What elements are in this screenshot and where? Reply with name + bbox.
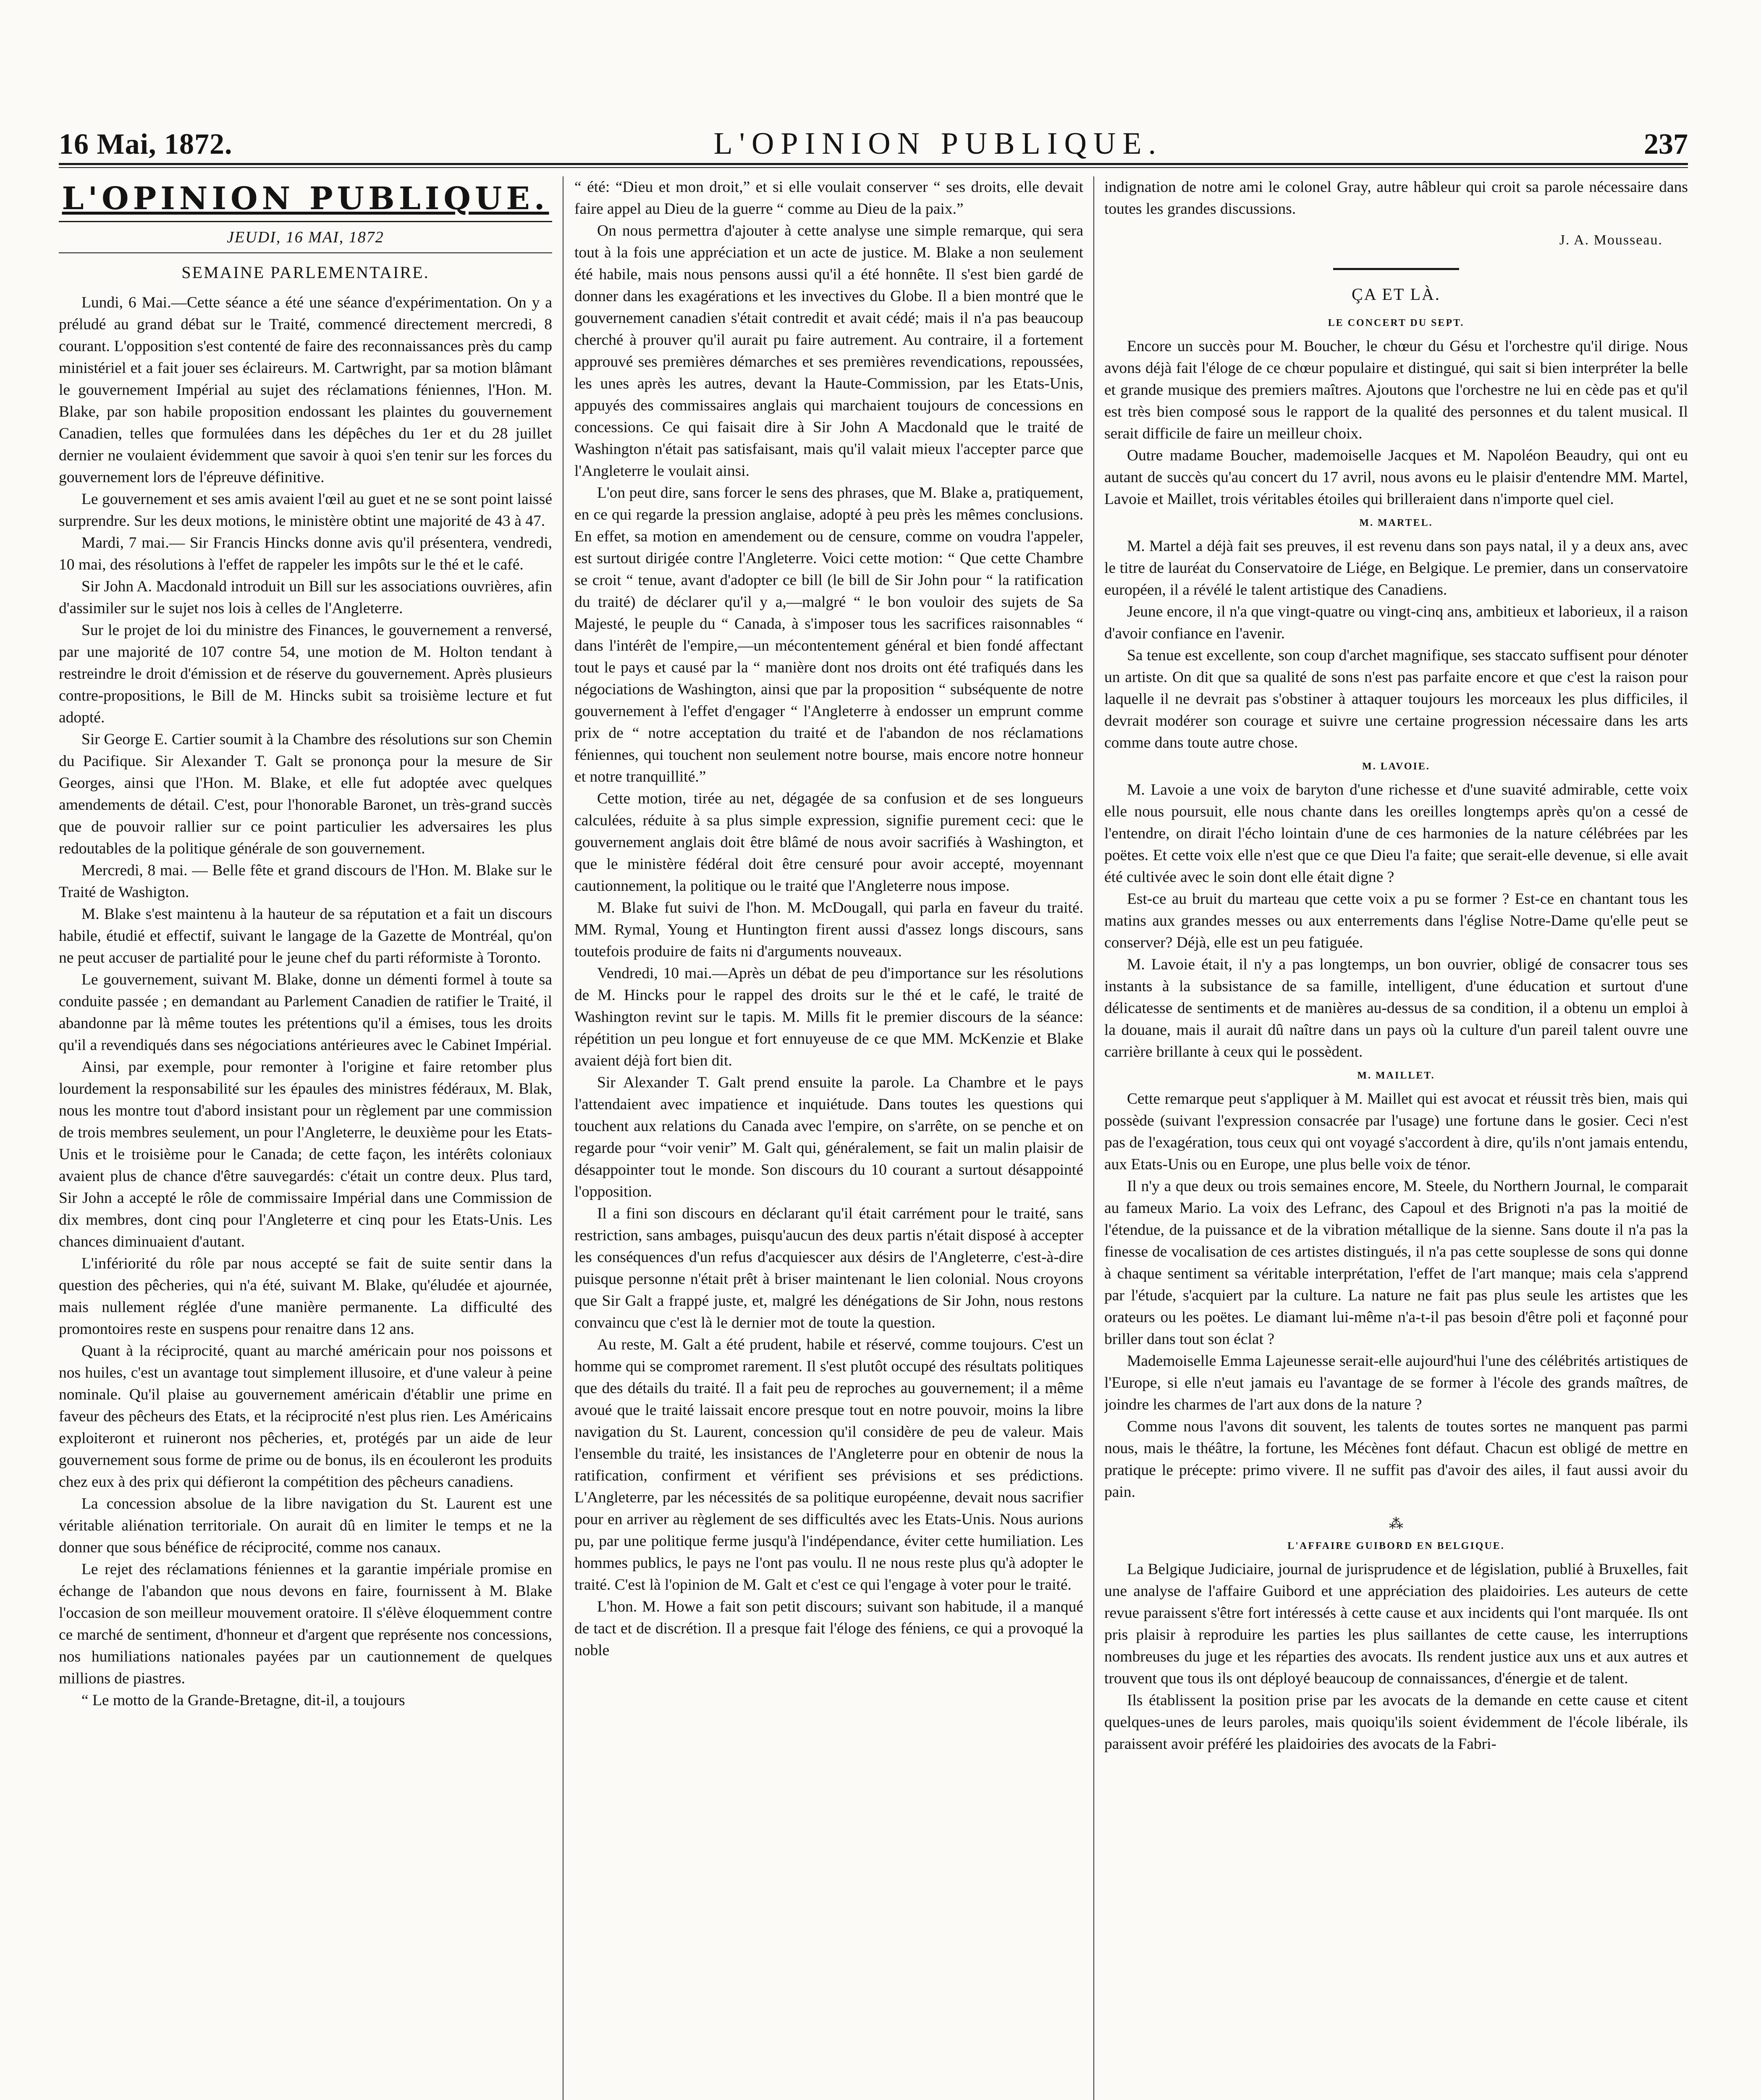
paragraph: Jeune encore, il n'a que vingt-quatre ou vingt-cinq ans, ambitieux et laborieux, il a raison d'avoir confiance en l'avenir. — [1104, 603, 1688, 642]
paragraph: Est-ce au bruit du marteau que cette voix a pu se former ? Est-ce en chantant tous les matins aux grandes messes ou aux enterrements dans l'église Notre-Dame qu'elle peut se conserver? Déjà, elle est un peu fatiguée. — [1104, 890, 1688, 951]
subheading-maillet: M. MAILLET. — [1357, 1070, 1435, 1081]
column-2 — [574, 176, 1083, 2100]
issue-date-header: 16 Mai, 1872. — [59, 128, 233, 160]
subheading-concert: LE CONCERT DU SEPT. — [1328, 318, 1465, 328]
paragraph: Lundi, 6 Mai.—Cette séance a été une séance d'expérimentation. On y a préludé au grand débat sur le Traité, commencé directement mercredi, 8 courant. L'opposition s'est contenté de faire des reconnaissances près du camp ministériel et a fait jouer ses éclaireurs. M. Cartwright, par sa motion blâmant le gouvernement Impérial au sujet des réclamations féniennes, l'Hon. M. Blake, par son habile proposition endossant les plaintes du gouvernement Canadien, telles que formulées dans les dépêches du 1er et du 28 juillet dernier ne voulaient évidemment que savoir à quoi s'en tenir sur les forces du gouvernement lors de l'épreuve définitive. — [59, 294, 552, 486]
paragraph: M. Blake fut suivi de l'hon. M. McDougall, qui parla en faveur du traité. MM. Rymal, Young et Huntington firent aussi d'assez longs discours, sans toutefois produire de faits ni d'arguments nouveaux. — [574, 899, 1083, 960]
paragraph: Mademoiselle Emma Lajeunesse serait-elle aujourd'hui l'une des célébrités artistiques de l'Europe, si elle n'eut jamais eu l'avantage de se former à l'école des grands maîtres, de joindre les charmes de l'art aux dons de la nature ? — [1104, 1352, 1688, 1413]
issue-date: JEUDI, 16 MAI, 1872 — [227, 228, 384, 246]
paragraph: La Belgique Judiciaire, journal de jurisprudence et de législation, publié à Bruxelles, fait une analyse de l'affaire Guibord et une appréciation des plaidoiries. Les auteurs de cette revue paraissent s'être fort intéressés à cette cause et aux incidents qui l'ont marquée. Ils ont pris plaisir à reproduire les parties les plus saillantes de cette cause, les interruptions nombreuses du juge et les réparties des avocats. Ils rendent justice aux uns et aux autres et trouvent que tous ils ont déployé beaucoup de connaissances, d'énergie et de talent. — [1104, 1561, 1688, 1687]
paragraph: L'on peut dire, sans forcer le sens des phrases, que M. Blake a, pratiquement, en ce qui regarde la pression anglaise, adopté à peu près les mêmes conclusions. En effet, sa motion en amendement ou de censure, comme on voudra l'appeler, est surtout dirigée contre l'Angleterre. Voici cette motion: “ Que cette Chambre se croit “ tenue, avant d'adopter ce bill (le bill de Sir John pour “ la ratification du traité) de déclarer qu'il y a,—malgré “ le bon vouloir des sujets de Sa Majesté, le peuple du “ Canada, à s'imposer tous les sacrifices raisonnables “ dans l'intérêt de l'empire,—un mécontentement général et bien fondé affectant tout le pays et causé par la “ manière dont nos droits ont été trafiqués dans les négociations de Washington, ainsi que par la proposition “ subséquente de notre gouvernement à l'effet d'engager “ l'Angleterre à endosser un emprunt comme prix de “ notre acceptation du traité et de l'abandon de nos réclamations féniennes, qui touchent non seulement notre bourse, mais encore notre honneur et notre tranquillité.” — [574, 484, 1083, 785]
section-title-parliament: SEMAINE PARLEMENTAIRE. — [181, 263, 430, 282]
nameplate-rule — [59, 221, 552, 222]
paragraph: Quant à la réciprocité, quant au marché américain pour nos poissons et nos huiles, c'est un avantage tout simplement illusoire, et d'une valeur à peine nominale. Qu'il plaise au gouvernement américain d'établir une prime en faveur des pêcheurs des Etats, et la réciprocité n'est plus rien. Les Américains exploiteront et ruineront nos pêcheries, et, protégés par un aide de leur gouvernement sous forme de prime ou de bonus, ils en écouleront les produits chez eux à des prix qui défieront la compétition des pêcheurs canadiens. — [59, 1342, 552, 1491]
date-rule — [59, 252, 552, 253]
paragraph: Le gouvernement, suivant M. Blake, donne un démenti formel à toute sa conduite passée ; en demandant au Parlement Canadien de ratifier le Traité, il abandonne par là même toutes les prétentions qu'il a émises, tous les droits qu'il a revendiqués dans ses négociations antérieures avec le Cabinet Impérial. — [59, 971, 552, 1054]
paragraph: Outre madame Boucher, mademoiselle Jacques et M. Napoléon Beaudry, qui ont eu autant de succès qu'au concert du 17 avril, nous avons eu le plaisir d'entendre MM. Martel, Lavoie et Maillet, trois véritables étoiles qui brilleraient dans n'importe quel ciel. — [1104, 447, 1688, 508]
paragraph: “ Le motto de la Grande-Bretagne, dit-il, a toujours — [81, 1692, 405, 1709]
paragraph: Cette remarque peut s'appliquer à M. Maillet qui est avocat et réussit très bien, mais qui possède (suivant l'expression consacrée par l'usage) une fortune dans le gosier. Ceci n'est pas de l'exagération, tous ceux qui ont voyagé s'accordent à dire, qu'ils n'ont jamais entendu, aux Etats-Unis ou en Europe, une plus belle voix de ténor. — [1104, 1090, 1688, 1173]
paragraph: M. Lavoie a une voix de baryton d'une richesse et d'une suavité admirable, cette voix elle nous poursuit, elle nous chante dans les oreilles longtemps après qu'on a cessé de l'entendre, on dirait l'écho lointain d'une de ces harmonies de la nature célébrées par les poëtes. Et cette voix elle n'est que ce que Dieu l'a faite; que serait-elle devenue, si elle avait été cultivée avec le soin dont elle était digne ? — [1104, 781, 1688, 886]
paragraph: Ainsi, par exemple, pour remonter à l'origine et faire retomber plus lourdement la responsabilité sur les épaules des ministres fédéraux, M. Blak, nous les montre tout d'abord insistant pour un règlement par une commission de trois membres seulement, un pour l'Angleterre, le deuxième pour les Etats-Unis et le troisième pour le Canada; de cette façon, les intérêts coloniaux avaient plus de chance d'être sauvegardés: c'était un contre deux. Plus tard, Sir John a accepté le rôle de commissaire Impérial dans une Commission de dix membres, dont cinq pour l'Angleterre et cinq pour les Etats-Unis. Les chances diminuaient d'autant. — [59, 1058, 552, 1250]
paragraph: Au reste, M. Galt a été prudent, habile et réservé, comme toujours. C'est un homme qui se compromet rarement. Il s'est plutôt occupé des résultats politiques que des détails du traité. Il a fait peu de reproches au gouvernement; il a même avoué que le traité laissait encore presque tout en notre pouvoir, moins la libre navigation du St. Laurent, concession qu'il considère de peu de valeur. Mais l'ensemble du traité, les insistances de l'Angleterre pour en obtenir de nous la ratification, confirment et vérifient ses prévisions et ses prédictions. L'Angleterre, par les nécessités de sa politique européenne, devait nous sacrifier pour en arriver au règlement de ses difficultés avec les Etats-Unis. Nous aurions pu, par une politique ferme jusqu'à l'indépendance, éviter cette humiliation. Les hommes publics, le pays ne l'ont pas voulu. Il ne nous reste plus qu'à adopter le traité. C'est là l'opinion de M. Galt et c'est ce qui l'engage à voter pour le traité. — [574, 1336, 1083, 1593]
paragraph: Comme nous l'avons dit souvent, les talents de toutes sortes ne manquent pas parmi nous, mais le théâtre, la fortune, les Mécènes font défaut. Chacun est obligé de mettre en pratique le précepte: primo vivere. Il ne suffit pas d'avoir des ailes, il faut aussi avoir du pain. — [1104, 1418, 1688, 1501]
section-title-ca-et-la: ÇA ET LÀ. — [1352, 285, 1441, 304]
paragraph: Sir George E. Cartier soumit à la Chambre des résolutions sur son Chemin du Pacifique. Sir Alexander T. Galt se prononça pour la mesure de Sir Georges, ainsi que l'Hon. M. Blake, et elle fut adoptée avec quelques amendements de détail. C'est, pour l'honorable Baronet, un très-grand succès que de pouvoir rallier sur ce point particulier les adversaires les plus redoutables de la politique générale de son gouvernement. — [59, 731, 552, 857]
paragraph: Sir Alexander T. Galt prend ensuite la parole. La Chambre et le pays l'attendaient avec impatience et inquiétude. Dans toutes les questions qui touchent aux relations du Canada avec l'empire, on s'arrête, on se penche et on regarde pour “voir venir” M. Galt qui, généralement, se fait un malin plaisir de désappointer tout le monde. Son discours du 10 courant a surtout désappointé l'opposition. — [574, 1074, 1083, 1200]
paragraph: Vendredi, 10 mai.—Après un débat de peu d'importance sur les résolutions de M. Hincks pour le rappel des droits sur le thé et le café, le traité de Washington revint sur le tapis. M. Mills fit le premier discours de la séance: répétition un peu longue et fort ennuyeuse de ce que MM. McKenzie et Blake avaient déjà fort bien dit. — [574, 965, 1083, 1069]
section-divider — [1333, 268, 1459, 270]
subheading-martel: M. MARTEL. — [1359, 517, 1433, 528]
subheading-guibord: L'AFFAIRE GUIBORD EN BELGIQUE. — [1287, 1541, 1505, 1551]
paragraph: Ils établissent la position prise par les avocats de la demande en cette cause et citent quelques-unes de leurs paroles, mais quoiqu'ils soient évidemment de l'école libérale, ils paraissent avoir préféré les plaidoiries des avocats de la Fabri- — [1104, 1692, 1688, 1753]
paragraph: Encore un succès pour M. Boucher, le chœur du Gésu et l'orchestre qu'il dirige. Nous avons déjà fait l'éloge de ce chœur populaire et distingué, qui sait si bien interpréter la belle et grande musique des premiers maîtres. Ajoutons que l'orchestre ne lui en cède pas et qu'il est très bien composé sous le rapport de la qualité des personnes et du talent musical. Il serait difficile de faire un meilleur choix. — [1104, 338, 1688, 442]
running-head — [59, 126, 1688, 162]
column-3 — [1104, 176, 1688, 2100]
paragraph: Cette motion, tirée au net, dégagée de sa confusion et de ses longueurs calculées, réduite à sa plus simple expression, signifie purement ceci: que le gouvernement anglais doit être blâmé de nous avoir sacrifiés à Washington, et que le ministère fédéral doit être censuré pour avoir accepté, moyennant cautionnement, la politique ou le traité que l'Angleterre nous impose. — [574, 790, 1083, 895]
paragraph: On nous permettra d'ajouter à cette analyse une simple remarque, qui sera tout à la fois une appréciation et un acte de justice. M. Blake a non seulement été habile, mais nous pensons aussi qu'il a été honnête. Il s'est bien gardé de donner dans les exagérations et les invectives du Globe. Il a bien montré que le gouvernement canadien s'était contredit et avait cédé; mais il n'a pas beaucoup cherché à prouver qu'il aurait pu faire autrement. Au contraire, il a fortement approuvé ses premières démarches et ses premières revendications, repoussées, les unes après les autres, devant la Haute-Commission, par les Etats-Unis, appuyés des commissaires anglais qui marchaient toujours de concessions en concessions. Ce qui faisait dire à Sir John A Macdonald que le traité de Washington n'était pas satisfaisant, mais qu'il valait mieux l'accepter parce que l'Angleterre le voulait ainsi. — [574, 222, 1083, 480]
paragraph: L'hon. M. Howe a fait son petit discours; suivant son habitude, il a manqué de tact et de discrétion. Il a presque fait l'éloge des féniens, ce qui a provoqué la noble — [574, 1598, 1083, 1659]
paragraph: indignation de notre ami le colonel Gray, autre hâbleur qui croit sa parole nécessaire dans toutes les grandes discussions. — [1104, 178, 1688, 218]
paragraph: Sur le projet de loi du ministre des Finances, le gouvernement a renversé, par une majorité de 107 contre 54, une motion de M. Holton tendant à restreindre le droit d'émission et de réserve du gouvernement. Après plusieurs contre-propositions, le Bill de M. Hincks subit sa troisième lecture et fut adopté. — [59, 622, 552, 726]
paragraph: Le rejet des réclamations féniennes et la garantie impériale promise en échange de l'abandon que nous devons en faire, fournissent à M. Blake l'occasion de son meilleur mouvement oratoire. Il s'élève éloquemment contre ce marché de sentiment, d'honneur et d'argent que représente nos concessions, nos humiliations nationales payées par un cautionnement de quelques millions de piastres. — [59, 1561, 552, 1687]
masthead-title: L'OPINION PUBLIQUE. — [713, 126, 1163, 161]
column-rule-2 — [1093, 176, 1094, 2100]
header-rule — [59, 163, 1688, 165]
paragraph: Sa tenue est excellente, son coup d'archet magnifique, ses staccato suffisent pour dénoter un artiste. On dit que sa qualité de sons n'est pas parfaite encore et que c'est la raison pour laquelle il ne devrait pas s'obstiner à attaquer toujours les morceaux les plus difficiles, il devrait modérer son courage et suivre une certaine progression nécessaire dans les arts comme dans toute autre chose. — [1104, 647, 1688, 751]
column-1 — [59, 176, 552, 2100]
header-rule-thin — [59, 167, 1688, 168]
paragraph: Mardi, 7 mai.— Sir Francis Hincks donne avis qu'il présentera, vendredi, 10 mai, des résolutions à l'effet de rappeler les impôts sur le thé et le café. — [59, 534, 552, 573]
paragraph: M. Martel a déjà fait ses preuves, il est revenu dans son pays natal, il y a deux ans, avec le titre de lauréat du Conservatoire de Liége, en Belgique. Le premier, dans un conservatoire européen, il a révélé le talent artistique des Canadiens. — [1104, 538, 1688, 598]
paragraph: L'infériorité du rôle par nous accepté se fait de suite sentir dans la question des pêcheries, qui n'a été, suivant M. Blake, qu'éludée et ajournée, mais nullement réglée d'une manière permanente. La difficulté des promontoires reste en suspens pour renaitre dans 12 ans. — [59, 1255, 552, 1338]
paragraph: Sir John A. Macdonald introduit un Bill sur les associations ouvrières, afin d'assimiler sur le sujet nos lois à celles de l'Angleterre. — [59, 578, 552, 617]
paragraph: Il n'y a que deux ou trois semaines encore, M. Steele, du Northern Journal, le comparait au fameux Mario. La voix des Lefranc, des Capoul et des Brignoti n'a pas la moitié de l'étendue, de la puissance et de la vibration métallique de la sienne. Sans doute il n'a pas la finesse de vocalisation de ces artistes distingués, il n'a pas cette souplesse de sons qui donne à chaque sentiment sa véritable interprétation, l'effet de l'art manque; mais cela s'apprend par l'étude, s'acquiert par la culture. La nature ne fait pas plus seule les artistes que les orateurs ou les poëtes. Le diamant lui-même n'a-t-il pas besoin d'être poli et façonné pour briller dans tout son éclat ? — [1104, 1178, 1688, 1348]
paragraph: Mercredi, 8 mai. — Belle fête et grand discours de l'Hon. M. Blake sur le Traité de Washigton. — [59, 862, 552, 901]
paragraph: Il a fini son discours en déclarant qu'il était carrément pour le traité, sans restriction, sans ambages, puisqu'aucun des deux partis n'était disposé à accepter les conséquences d'un refus d'acquiescer aux désirs de l'Angleterre, c'est-à-dire puisque personne n'était prêt à briser maintenant le lien colonial. Nous croyons que Sir Galt a frappé juste, et, malgré les dénégations de Sir John, nous restons convaincu que c'est là le dernier mot de toute la question. — [574, 1205, 1083, 1331]
asterism-ornament: ⁂ — [1389, 1516, 1403, 1532]
subheading-lavoie: M. LAVOIE. — [1362, 761, 1430, 772]
journal-nameplate: L'OPINION PUBLIQUE. — [62, 181, 549, 217]
paragraph: Le gouvernement et ses amis avaient l'œil au guet et ne se sont point laissé surprendre. Sur les deux motions, le ministère obtint une majorité de 43 à 47. — [59, 491, 552, 530]
paragraph: La concession absolue de la libre navigation du St. Laurent est une véritable aliénation territoriale. On aurait dû en limiter le temps et ne la donner que sous bénéfice de réciprocité, comme nos canaux. — [59, 1495, 552, 1556]
paragraph: “ été: “Dieu et mon droit,” et si elle voulait conserver “ ses droits, elle devait faire appel au Dieu de la guerre “ comme au Dieu de la paix.” — [574, 178, 1083, 218]
paragraph: M. Lavoie était, il n'y a pas longtemps, un bon ouvrier, obligé de consacrer tous ses instants à la subsistance de sa famille, intelligent, d'une éducation et surtout d'une délicatesse de sentiments et de manières au-dessus de sa condition, il a obtenu un emploi à la douane, mais il aurait dû naître dans un pays où la culture d'un pareil talent ouvre une carrière brillante à ceux qui le possèdent. — [1104, 956, 1688, 1060]
paragraph: M. Blake s'est maintenu à la hauteur de sa réputation et a fait un discours habile, étudié et effectif, suivant le langage de la Gazette de Montréal, qu'on ne peut accuser de partialité pour le jeune chef du parti réformiste à Toronto. — [59, 906, 552, 966]
page-number: 237 — [1644, 128, 1688, 160]
article-signature: J. A. Mousseau. — [1559, 232, 1663, 248]
